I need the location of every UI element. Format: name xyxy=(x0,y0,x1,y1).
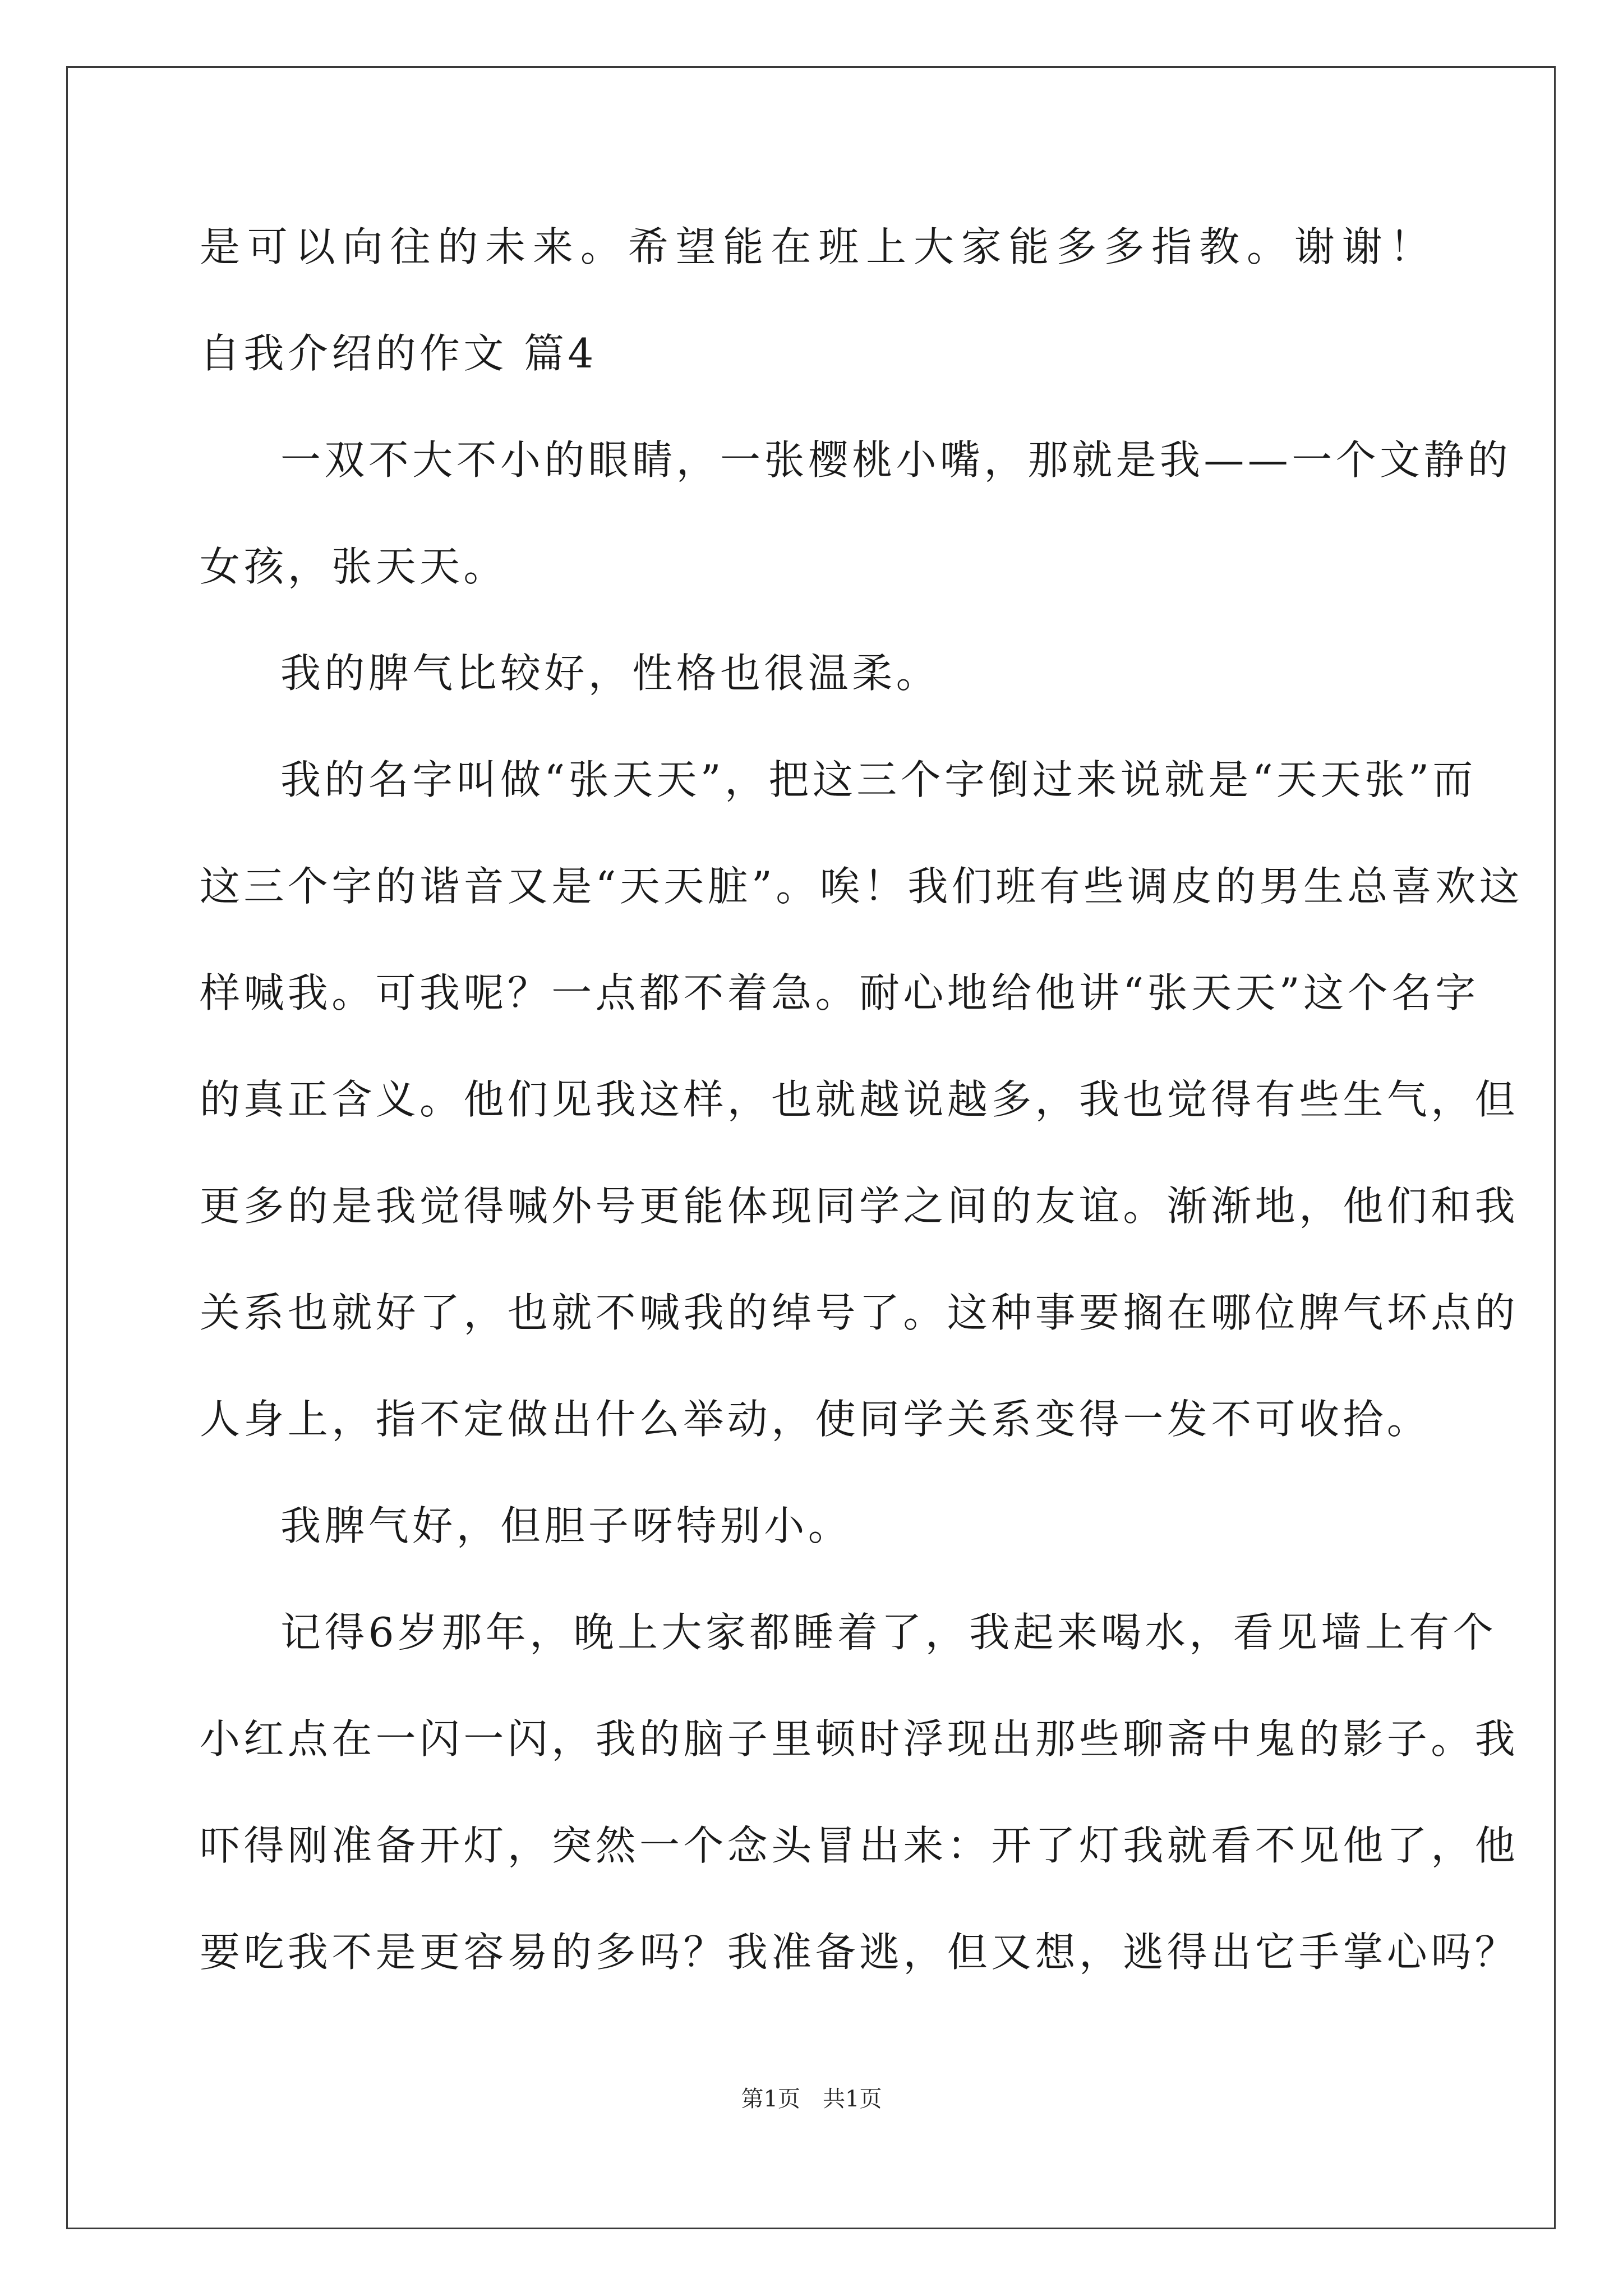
paragraph-line: 我脾气好，但胆子呀特别小。 xyxy=(280,1502,852,1549)
paragraph-line: 更多的是我觉得喊外号更能体现同学之间的友谊。渐渐地，他们和我 xyxy=(200,1182,1519,1230)
page-number: 第1页 共1页 xyxy=(741,2086,882,2112)
paragraph-line: 这三个字的谐音又是“天天脏”。唉！我们班有些调皮的男生总喜欢这 xyxy=(200,863,1524,910)
paragraph-line: 我的脾气比较好，性格也很温柔。 xyxy=(280,650,940,697)
paragraph-line: 关系也就好了，也就不喊我的绰号了。这种事要搁在哪位脾气坏点的 xyxy=(200,1289,1519,1336)
page-border xyxy=(66,66,1556,2229)
paragraph-line: 小红点在一闪一闪，我的脑子里顿时浮现出那些聊斋中鬼的影子。我 xyxy=(200,1715,1519,1763)
paragraph-line: 吓得刚准备开灯，突然一个念头冒出来：开了灯我就看不见他了，他 xyxy=(200,1822,1519,1869)
paragraph-line: 一双不大不小的眼睛，一张樱桃小嘴，那就是我——一个文静的 xyxy=(280,436,1512,484)
paragraph-line: 我的名字叫做“张天天”，把这三个字倒过来说就是“天天张”而 xyxy=(280,756,1477,803)
paragraph-line: 女孩，张天天。 xyxy=(200,543,508,590)
paragraph-line: 的真正含义。他们见我这样，也就越说越多，我也觉得有些生气，但 xyxy=(200,1076,1519,1123)
paragraph-line: 记得6岁那年，晚上大家都睡着了，我起来喝水，看见墙上有个 xyxy=(280,1609,1497,1656)
section-heading: 自我介绍的作文 篇4 xyxy=(200,330,597,377)
paragraph-line: 是可以向往的未来。希望能在班上大家能多多指教。谢谢！ xyxy=(200,223,1433,270)
paragraph-line: 样喊我。可我呢？一点都不着急。耐心地给他讲“张天天”这个名字 xyxy=(200,969,1479,1016)
paragraph-line: 要吃我不是更容易的多吗？我准备逃，但又想，逃得出它手掌心吗？ xyxy=(200,1929,1519,1976)
paragraph-line: 人身上，指不定做出什么举动，使同学关系变得一发不可收拾。 xyxy=(200,1396,1431,1443)
